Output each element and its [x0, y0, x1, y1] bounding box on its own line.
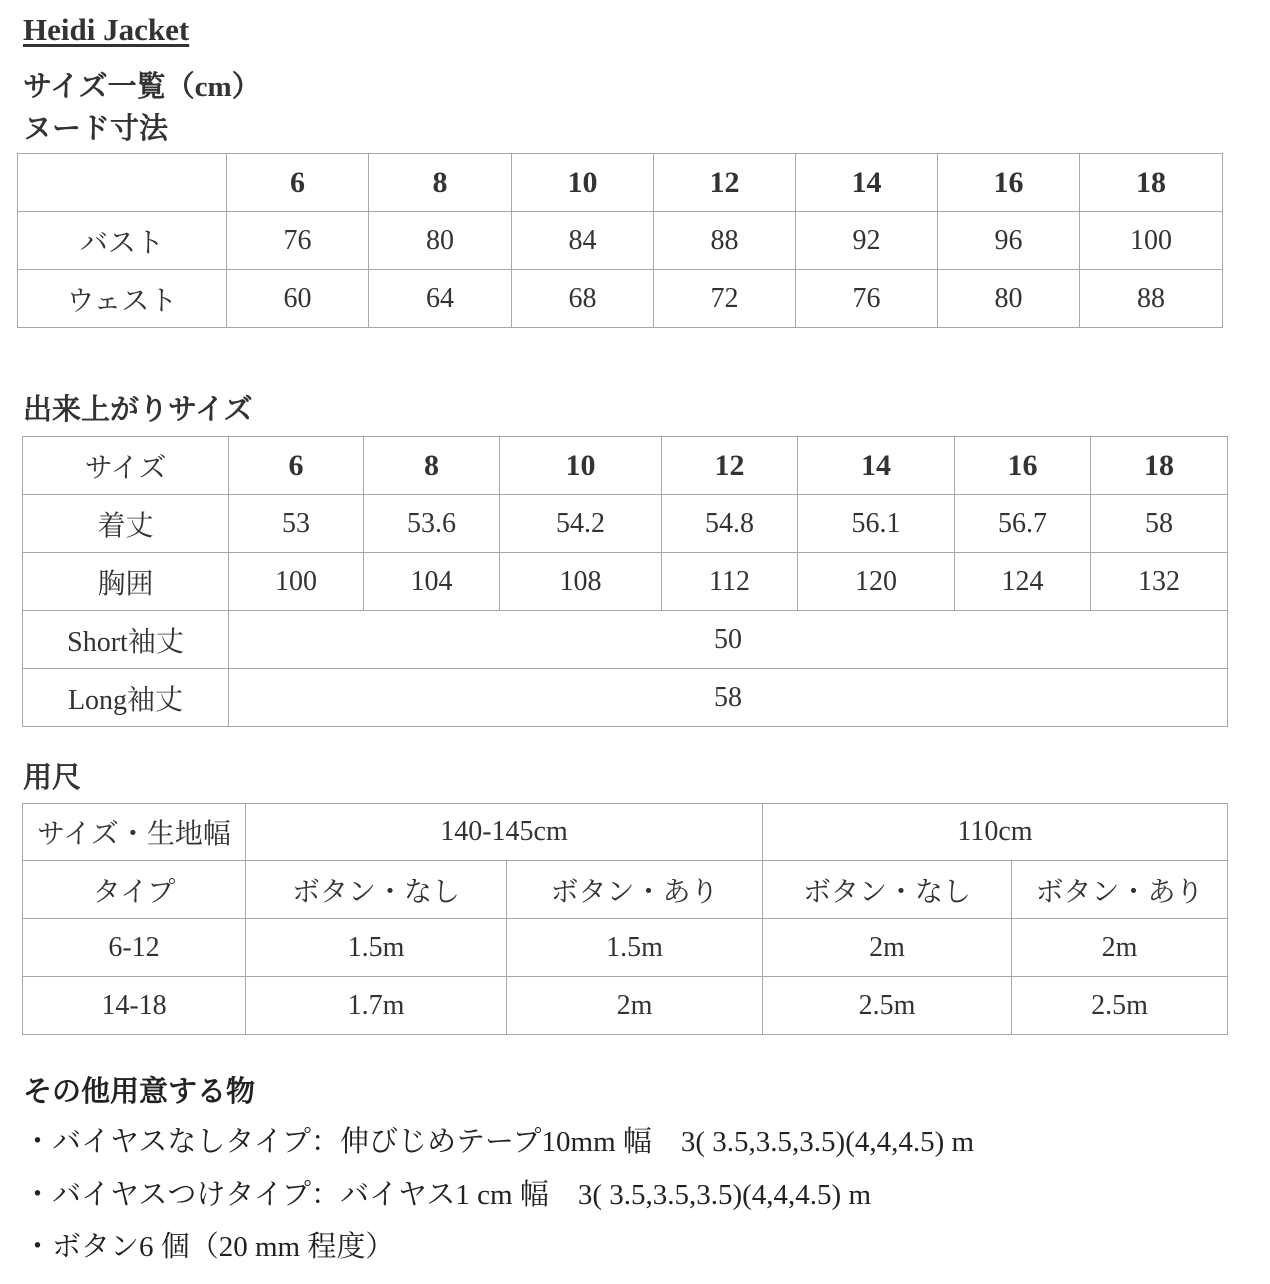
table-cell: 2m	[763, 919, 1012, 977]
fabric-width-header: 110cm	[763, 804, 1228, 861]
table-cell: 58	[229, 669, 1228, 727]
size-header: 8	[364, 437, 500, 495]
table-cell: 2m	[1012, 919, 1228, 977]
table-cell: 84	[512, 212, 654, 270]
table-cell: 108	[500, 553, 662, 611]
fabric-requirement-heading: 用尺	[23, 762, 82, 794]
list-item: ・バイヤスなしタイプ：伸びじめテープ10mm 幅 3( 3.5,3.5,3.5)(4,4,4.5) m	[23, 1126, 975, 1158]
size-header: 8	[369, 154, 512, 212]
table-cell: 53	[229, 495, 364, 553]
table-cell: 56.7	[955, 495, 1091, 553]
table-row	[23, 437, 1228, 495]
size-list-heading: サイズ一覧（cm）	[23, 71, 261, 103]
row-label: Short袖丈	[23, 611, 229, 669]
size-header: 10	[500, 437, 662, 495]
size-header: 18	[1080, 154, 1223, 212]
table-row	[23, 495, 1228, 553]
table-cell: 92	[796, 212, 938, 270]
table-cell: 60	[227, 270, 369, 328]
type-header: ボタン・あり	[1012, 861, 1228, 919]
row-label: 着丈	[23, 495, 229, 553]
type-header: ボタン・なし	[763, 861, 1012, 919]
table-cell: 100	[229, 553, 364, 611]
table-cell: 88	[1080, 270, 1223, 328]
table-row	[18, 154, 1223, 212]
row-label: サイズ	[23, 437, 229, 495]
table-row	[23, 553, 1228, 611]
table-row	[23, 919, 1228, 977]
table-row	[23, 804, 1228, 861]
table-cell: 2m	[507, 977, 763, 1035]
size-header: 12	[662, 437, 798, 495]
size-header: 14	[796, 154, 938, 212]
table-cell: 1.5m	[507, 919, 763, 977]
table-cell: 56.1	[798, 495, 955, 553]
table-cell: 96	[938, 212, 1080, 270]
size-header: 12	[654, 154, 796, 212]
list-item: ・バイヤスつけタイプ：バイヤス1 cm 幅 3( 3.5,3.5,3.5)(4,4,4.5) m	[23, 1179, 872, 1211]
row-label: Long袖丈	[23, 669, 229, 727]
row-label: 6-12	[23, 919, 246, 977]
table-cell: 1.5m	[246, 919, 507, 977]
table-cell: 112	[662, 553, 798, 611]
table-cell: 132	[1091, 553, 1228, 611]
table-cell: 120	[798, 553, 955, 611]
table-cell: 72	[654, 270, 796, 328]
finished-size-heading: 出来上がりサイズ	[23, 394, 253, 426]
other-materials-heading: その他用意する物	[23, 1076, 256, 1108]
size-header: 6	[229, 437, 364, 495]
table-row	[18, 212, 1223, 270]
table-cell: 54.8	[662, 495, 798, 553]
table-cell: 53.6	[364, 495, 500, 553]
row-label: ウェスト	[18, 270, 227, 328]
table-cell: 80	[369, 212, 512, 270]
fabric-requirement-table	[22, 803, 1228, 1035]
size-header: 16	[938, 154, 1080, 212]
table-cell: 100	[1080, 212, 1223, 270]
page-title: Heidi Jacket	[23, 12, 190, 47]
table-cell: 2.5m	[763, 977, 1012, 1035]
table-cell: 76	[796, 270, 938, 328]
table-cell: 88	[654, 212, 796, 270]
table-cell: 58	[1091, 495, 1228, 553]
type-header: ボタン・あり	[507, 861, 763, 919]
table-row	[23, 669, 1228, 727]
size-header: 16	[955, 437, 1091, 495]
nude-measurements-table	[17, 153, 1223, 328]
size-header: 10	[512, 154, 654, 212]
row-label: バスト	[18, 212, 227, 270]
table-cell: 124	[955, 553, 1091, 611]
table-cell: 2.5m	[1012, 977, 1228, 1035]
table-row	[23, 977, 1228, 1035]
size-header: 14	[798, 437, 955, 495]
type-header: ボタン・なし	[246, 861, 507, 919]
table-cell: 50	[229, 611, 1228, 669]
list-item: ・ボタン6 個（20 mm 程度）	[23, 1231, 395, 1263]
table-row	[23, 861, 1228, 919]
table-cell: 80	[938, 270, 1080, 328]
table-cell: 1.7m	[246, 977, 507, 1035]
table-cell: 68	[512, 270, 654, 328]
table-cell: 104	[364, 553, 500, 611]
finished-size-table	[22, 436, 1228, 727]
row-label: タイプ	[23, 861, 246, 919]
row-label: 14-18	[23, 977, 246, 1035]
table-cell: 54.2	[500, 495, 662, 553]
table-cell: 76	[227, 212, 369, 270]
size-header: 6	[227, 154, 369, 212]
table-row	[18, 270, 1223, 328]
corner-cell	[18, 154, 227, 212]
fabric-width-header: 140-145cm	[246, 804, 763, 861]
table-row	[23, 611, 1228, 669]
size-header: 18	[1091, 437, 1228, 495]
table-cell: 64	[369, 270, 512, 328]
row-label: 胸囲	[23, 553, 229, 611]
nude-measurements-heading: ヌード寸法	[23, 113, 169, 145]
row-label: サイズ・生地幅	[23, 804, 246, 861]
